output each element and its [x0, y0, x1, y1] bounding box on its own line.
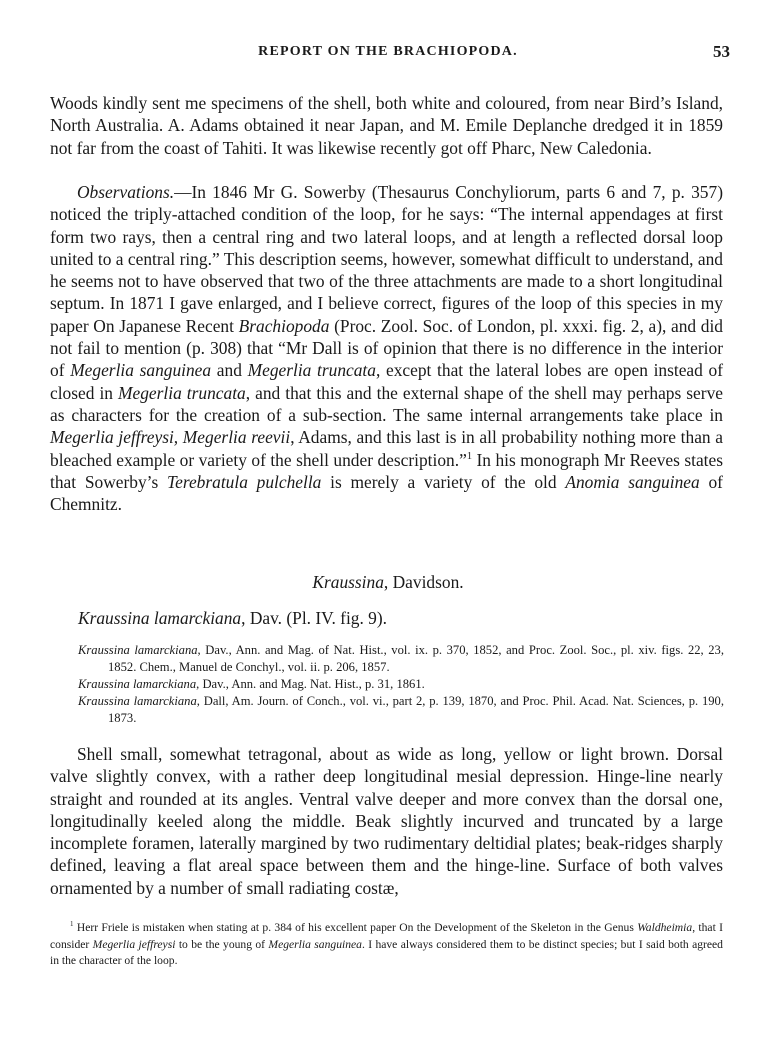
paragraph-text: Observations.—In 1846 Mr G. Sowerby (Thesaurus Conchyliorum, parts 6 and 7, p. 357) noticed the triply-attached condition of the loop, for he says: “The internal appendages at first form two rays, then a central ring and two lateral loops, and at length a reflected dorsal loop united to a central ring.” This description seems, however, somewhat difficult to understand, and he seems not to have observed that two of the three attachments are made to a short longitudinal septum. In 1871 I gave enlarged, and I believe correct, figures of the loop of this species in my paper On Japanese Recent Brachiopoda (Proc. Zool. Soc. of London, pl. xxxi. fig. 2, a), and did not fail to mention (p. 308) that “Mr Dall is of opinion that there is no difference in the interior of Megerlia sanguinea and Megerlia truncata, except that the lateral lobes are open instead of closed in Megerlia truncata, and that this and the external shape of the shell may perhaps serve as characters for the creation of a sub-section. The same internal arrangements take place in Megerlia jeffreysi, Megerlia reevii, Adams, and this last is in all probability nothing more than a bleached example or variety of the shell under description.”$^1$ In his monograph Mr Reeves states that Sowerby’s Terebratula pulchella is merely a variety of the old Anomia sanguinea of Chemnitz. [50, 182, 724, 515]
taxon-name: Megerlia truncata [118, 382, 246, 403]
taxon-name: Megerlia jeffreysi, Megerlia reevii [50, 427, 291, 448]
paragraph-observations [50, 181, 723, 515]
species-heading: Kraussina lamarckiana, Dav. (Pl. IV. fig. 9). [78, 608, 387, 628]
taxon-name: Megerlia truncata [247, 360, 376, 381]
synonymy-entry: Kraussina lamarckiana, Dall, Am. Journ. of Conch., vol. vi., part 2, p. 139, 1870, and Proc. Phil. Acad. Nat. Sciences, p. 190, 1873. [78, 694, 724, 725]
paragraph-text: Woods kindly sent me specimens of the shell, both white and coloured, from near Bird’s Island, North Australia. A. Adams obtained it near Japan, and M. Emile Deplanche dredged it in 1859 not far from the coast of Tahiti. It was likewise recently got off Pharc, New Caledonia. [50, 93, 723, 158]
taxon-name: Brachiopoda [238, 315, 330, 336]
footnote-marker: 1 [466, 450, 473, 462]
running-title: REPORT ON THE BRACHIOPODA. [258, 44, 518, 59]
page-number: 53 [713, 42, 730, 61]
genus-heading: Kraussina, Davidson. [312, 572, 464, 592]
taxon-name: Anomia sanguinea [565, 471, 700, 492]
paragraph-description [50, 743, 723, 899]
footnote: $^1$ Herr Friele is mistaken when stating at p. 384 of his excellent paper On the Development of the Skeleton in the Genus Waldheimia, that I consider Megerlia jeffreysi to be the young of Megerlia sanguinea. I have always considered them to be distinct species; but I said both agreed in the character of the loop. [50, 920, 723, 967]
synonymy-entry: Kraussina lamarckiana, Dav., Ann. and Mag. of Nat. Hist., vol. ix. p. 370, 1852, and Proc. Zool. Soc., pl. xiv. figs. 22, 23, 1852. Chem., Manuel de Conchyl., vol. ii. p. 206, 1857. [78, 643, 724, 674]
genus-name: Kraussina [312, 572, 384, 592]
footnote-marker: 1 [70, 920, 74, 929]
taxon-name: Terebratula pulchella [167, 471, 322, 492]
paragraph-text: Shell small, somewhat tetragonal, about as wide as long, yellow or light brown. Dorsal valve slightly convex, with a rather deep longitudinal mesial depression. Hinge-line nearly straight and rounded at its angles. Ventral valve deeper and more convex than the dorsal one, longitudinally keeled along the middle. Beak slightly incurved and truncated by a large incomplete foramen, laterally margined by two rudimentary deltidial plates; beak-ridges sharply defined, leaving a flat areal space between them and the hinge-line. Surface of both valves ornamented by a number of small radiating costæ, [50, 744, 723, 898]
taxon-name: Megerlia sanguinea [70, 360, 212, 381]
species-name: Kraussina lamarckiana [78, 608, 242, 628]
synonymy-entry: Kraussina lamarckiana, Dav., Ann. and Mag. Nat. Hist., p. 31, 1861. [78, 677, 425, 691]
paragraph-locality [50, 92, 723, 159]
page-header [0, 42, 776, 66]
observations-label: Observations. [77, 182, 175, 202]
synonymy-list [78, 642, 724, 727]
